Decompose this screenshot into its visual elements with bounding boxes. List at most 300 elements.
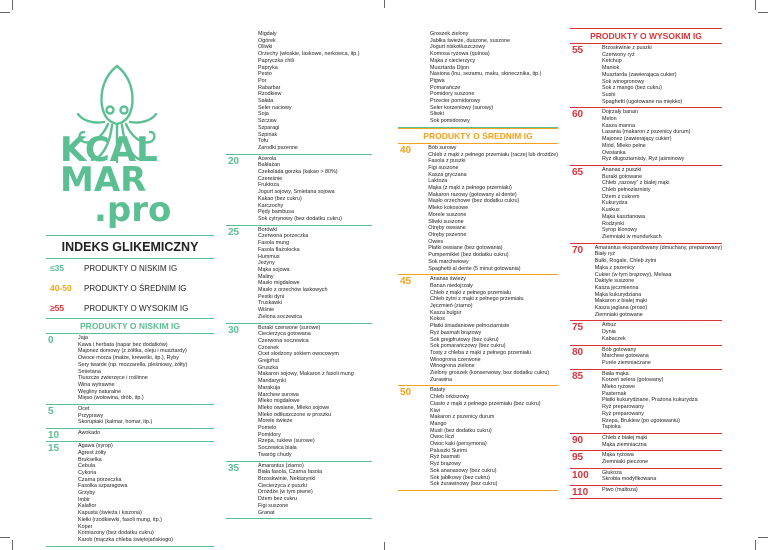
food-item: Hummus	[258, 253, 280, 260]
food-item: Biała mąka	[602, 370, 629, 377]
food-item: Ryż basmati brązowy	[430, 329, 482, 336]
food-item: Ogórek	[258, 37, 276, 44]
food-list	[78, 405, 214, 428]
food-item: Chleb z białej mąki	[602, 434, 648, 441]
ig-value: 20	[228, 155, 240, 167]
food-item: Buraki gotowane	[602, 173, 643, 180]
food-list	[602, 469, 722, 485]
food-item: Mleko migdałowe	[258, 398, 300, 405]
food-list	[602, 370, 722, 433]
food-item: Fasola z puszki	[428, 158, 466, 165]
food-item: Lasania (makaron z pszenicy durum)	[602, 129, 691, 136]
food-item: Ciasto z mąki z pełnego przemiału (bez cukru)	[430, 400, 541, 407]
food-item: Winogrona czerwone	[430, 356, 481, 363]
food-item: Mąka ziemniaczna	[602, 441, 647, 448]
food-item: Kapusta (świeża i kiszona)	[78, 510, 142, 517]
food-item: Maniok	[602, 65, 620, 72]
food-item: Bób surowy	[428, 144, 457, 151]
food-item: Mąka z ciecierzycy	[430, 57, 476, 64]
legend-row-low	[50, 258, 220, 278]
ig-group	[398, 144, 558, 275]
food-item: Śliwki suszone	[428, 218, 464, 225]
food-item: Por	[258, 77, 267, 84]
ig-group	[570, 451, 722, 468]
ig-value: 15	[48, 443, 60, 455]
food-item: Winogrona zielone	[430, 363, 475, 370]
food-item: Szpinak	[258, 131, 278, 138]
food-item: Karob (mączka chleba świętojańskiego)	[78, 536, 173, 543]
food-list	[602, 486, 722, 498]
food-item: Figi suszone	[258, 502, 289, 509]
food-item: Mąka ryżowa	[602, 452, 634, 459]
ig-group-list	[226, 30, 372, 519]
high-section-heading: PRODUKTY O WYSOKIM IG	[570, 28, 722, 44]
food-item: Czekolada gorzka (kakao > 80%)	[258, 169, 338, 176]
food-item: Owies	[428, 238, 444, 245]
food-item: Spaghetti (ugotowane na miękko)	[602, 98, 683, 105]
food-item: Ziemniaki w mundurkach	[602, 233, 662, 240]
brand-line-2: MAR	[60, 160, 147, 200]
food-item: Truskawki	[258, 300, 283, 307]
ig-value	[226, 30, 258, 154]
food-item: Zielona soczewica	[258, 313, 303, 320]
ig-value: 80	[572, 346, 584, 358]
food-item: Mąka (z mąki z pełnego przemiału)	[428, 185, 512, 192]
food-list	[430, 275, 558, 385]
legend-label: PRODUKTY O WYSOKIM IG	[84, 303, 189, 313]
ig-group	[226, 324, 372, 462]
food-list	[602, 321, 722, 344]
food-item: Granat	[258, 509, 275, 516]
food-item: Kabaczek	[602, 335, 626, 342]
food-item: Sok winogronowy	[602, 78, 645, 85]
food-item: Musli (bez dodatku cukru)	[430, 427, 492, 434]
food-item: Jabłka świeże, duszone, suszone	[430, 37, 511, 44]
food-item: Przyprawy	[78, 412, 104, 419]
food-item: Marakuja	[258, 384, 281, 391]
food-list	[78, 429, 214, 441]
brand-line-1: KCAL	[60, 130, 158, 170]
food-item: Tłuszcze zwierzęce i roślinne	[78, 375, 148, 382]
food-item: Makaron z białej mąki	[594, 298, 647, 305]
food-item: Pomidory	[258, 431, 281, 438]
ig-value: 35	[228, 462, 240, 474]
food-item: Masło migdałowe	[258, 280, 300, 287]
food-list	[258, 226, 372, 323]
food-item: Ryż brązowy	[430, 461, 461, 468]
ig-value: 85	[572, 370, 584, 382]
food-item: Czerwona soczewica	[258, 337, 309, 344]
food-item: Wina wytrawne	[78, 381, 115, 388]
food-item: Imbir	[78, 496, 90, 503]
food-item: Żurawina	[430, 376, 453, 383]
food-item: Mięso (wołowina, drób, itp.)	[78, 395, 144, 402]
food-item: Karczochy	[258, 202, 284, 209]
food-item: Glukoza	[602, 469, 622, 476]
crop-mark	[12, 540, 13, 550]
crop-mark	[384, 0, 385, 8]
food-list	[258, 155, 372, 225]
food-item: Mleko ryżowe	[602, 384, 635, 391]
food-item: Sok grejpfrutowy (bez cukru)	[430, 336, 499, 343]
food-item: Morele świeże	[258, 418, 293, 425]
food-item: Ocet słodzony sokiem owocowym	[258, 351, 339, 358]
food-item: Banan niedojrzały	[430, 282, 473, 289]
ig-group	[46, 429, 214, 442]
food-item: Sok pomidorowy	[430, 118, 470, 125]
food-item: Mąka z pszenicy	[594, 264, 635, 271]
food-item: Korzeń selera (gotowany)	[602, 377, 664, 384]
food-item: Brzoskwinie z puszki	[602, 45, 652, 51]
food-item: Tapioka	[602, 424, 621, 431]
food-item: Przecier pomidorowy	[430, 98, 481, 105]
food-item: Gruszka	[258, 364, 279, 371]
food-list	[430, 30, 558, 127]
food-item: Majonez (zawierający cukier)	[602, 136, 672, 143]
food-item: Zielony groszek (konserwowy, bez dodatku cukru)	[430, 370, 550, 377]
ig-group	[570, 44, 722, 108]
food-item: Kiwi	[430, 407, 440, 414]
food-item: Sery twarde (np. mozzarella, pleśniowy, żółty)	[78, 361, 188, 368]
ig-group	[226, 226, 372, 324]
food-item: Spaghetti al dente (5 minut gotowania)	[428, 265, 521, 272]
food-list	[258, 324, 372, 461]
food-item: Dżem z cukrem	[602, 193, 640, 200]
ig-value: 30	[228, 324, 240, 336]
food-item: Kalafior	[78, 503, 97, 510]
ig-value: 95	[572, 452, 584, 464]
food-item: Ciecierzyca gotowana	[258, 331, 311, 338]
ig-group	[46, 334, 214, 405]
food-item: Brzoskwinie, Nektarynki	[258, 476, 316, 482]
food-item: Kawa i herbata (napar bez dodatków)	[78, 341, 168, 348]
food-item: Ryż długoziarnisty, Ryż jaśminowy	[602, 156, 685, 163]
food-list	[602, 44, 722, 107]
ig-group-list	[398, 30, 558, 491]
legend-key: ≥55	[50, 303, 65, 313]
food-item: Purée ziemniaczane	[602, 359, 651, 366]
food-item: Koper	[78, 523, 93, 530]
food-item: Dojrzały banan	[602, 109, 638, 116]
ig-value: 25	[228, 226, 240, 238]
food-item: Sok jabłkowy (bez cukru)	[430, 474, 490, 481]
ig-value: 90	[572, 434, 584, 446]
food-item: Pomidory suszone	[430, 91, 475, 98]
food-item: Fruktoza	[258, 182, 279, 189]
food-item: Makaron razowy (gotowany al dente)	[428, 191, 517, 198]
ig-value: 40	[400, 144, 412, 156]
food-item: Miód, Mleko pełne	[602, 142, 646, 149]
food-item: Masło z orzechów laskowych	[258, 287, 328, 294]
food-item: Płatki śniadaniowe pełnoziarniste	[430, 323, 510, 330]
ig-group	[398, 386, 558, 491]
food-item: Czosnek	[258, 344, 279, 351]
food-list	[258, 30, 372, 154]
food-item: Dynia	[602, 329, 616, 336]
food-item: Nasiona (lnu, sezamu, maku, słonecznika, itp.)	[430, 71, 542, 78]
food-item: Mleko kokosowe	[428, 205, 469, 212]
food-item: Szparagi	[258, 124, 280, 131]
ig-group	[570, 346, 722, 370]
food-item: Daktyle suszone	[594, 278, 635, 285]
food-item: Rabarbar	[258, 84, 281, 91]
ig-group	[398, 30, 558, 128]
food-item: Pomarańcze	[430, 84, 461, 91]
food-item: Kasza manna	[602, 122, 635, 129]
food-item: Chleb z mąki z pełnego przemiału (raczej lub drożdże)	[428, 151, 558, 158]
ig-group-list	[46, 334, 214, 547]
ig-group	[570, 244, 722, 322]
column-low-1	[46, 318, 214, 547]
food-item: Makaron sojowy, Makaron z fasoli mung	[258, 371, 354, 378]
ig-group-list	[570, 44, 722, 499]
food-item: Sok pomarańczowy (bez cukru)	[430, 343, 506, 350]
food-item: Rzodkiew	[258, 91, 282, 98]
food-item: Musztarda Dijon	[430, 64, 469, 71]
food-item: Grejpfrut	[258, 358, 279, 365]
legend-key: 40-50	[50, 283, 72, 293]
ig-value: 110	[572, 487, 589, 499]
food-item: Kasza jaglana (proso)	[594, 305, 648, 312]
food-item: Sałata	[258, 98, 274, 105]
food-item: Czarna porzeczka	[78, 476, 122, 483]
food-item: Papryka	[258, 64, 278, 71]
food-item: Fasola mung	[258, 240, 290, 247]
legend-label: PRODUKTY O ŚREDNIM IG	[84, 283, 187, 293]
food-item: Groszek zielony	[430, 31, 469, 37]
food-item: Morele suszone	[428, 211, 467, 218]
food-item: Pigwa	[430, 77, 445, 84]
food-item: Figi suszone	[428, 164, 459, 171]
food-list	[595, 244, 722, 321]
food-item: Borówki	[258, 226, 278, 233]
food-item: Ketchup	[602, 58, 622, 65]
food-item: Ryż preparowany	[602, 410, 644, 417]
ig-value: 0	[48, 335, 54, 346]
ig-group	[570, 486, 722, 499]
food-item: Ziemniaki pieczone	[602, 459, 649, 466]
food-item: Śliwki	[430, 111, 444, 118]
column-low-2	[226, 30, 372, 519]
food-item: Jogurt niskotłuszczowy	[430, 44, 486, 51]
food-item: Arbuz	[602, 322, 617, 329]
food-item: Dżem bez cukru	[258, 496, 297, 503]
food-item: Pomelo	[258, 425, 277, 432]
food-item: Płatki kukurydziane, Prażona kukurydza	[602, 397, 698, 404]
crop-mark	[755, 540, 756, 550]
food-item: Bataty	[430, 387, 446, 394]
food-item: Zarodki pszenne	[258, 144, 298, 151]
food-item: Sok z mango (bez cukru)	[602, 85, 662, 92]
food-item: Marchew gotowana	[602, 353, 649, 360]
food-item: Soja	[258, 111, 269, 118]
food-item: Mandarynki	[258, 378, 286, 385]
food-item: Kuskus	[602, 207, 620, 214]
food-item: Otręby owsiane	[428, 225, 466, 232]
food-item: Brukselka	[78, 456, 102, 463]
brand-line-3: .pro	[94, 190, 172, 230]
food-item: Rzepa, rukiew (surowe)	[258, 438, 315, 445]
food-item: Migdały	[258, 31, 277, 37]
column-high	[570, 28, 722, 499]
food-item: Jeżyny	[258, 260, 275, 267]
legend-row-high	[50, 298, 220, 318]
food-item: Ciecierzyca z puszki	[258, 482, 307, 489]
food-item: Sok ananasowy (bez cukru)	[430, 467, 497, 474]
ig-group	[226, 30, 372, 155]
food-item: Ryż preparowany	[602, 404, 644, 411]
food-item: Seler korzeniowy (surowy)	[430, 104, 494, 111]
food-item: Bób gotowany	[602, 346, 637, 353]
food-item: Mąka sojowa	[258, 266, 290, 273]
ig-legend	[50, 258, 220, 318]
food-item: Ryż basmati	[430, 454, 460, 461]
legend-key: ≤35	[50, 263, 65, 273]
ig-group	[570, 166, 722, 244]
ig-group	[570, 108, 722, 166]
food-list	[602, 108, 722, 165]
food-item: Mąka kasztanowa	[602, 213, 646, 220]
food-item: Komosa ryżowa (quinoa)	[430, 51, 490, 58]
food-item: Fasolka szparagowa	[78, 483, 128, 490]
crop-mark	[758, 12, 768, 13]
mid-section-heading: PRODUKTY O ŚREDNIM IG	[398, 128, 558, 144]
food-item: Laktoza	[428, 178, 448, 185]
food-item: Sok cytrynowy (bez dodatku cukru)	[258, 215, 342, 222]
crop-mark	[12, 0, 13, 10]
food-item: Agawa (syrop)	[78, 443, 113, 450]
food-item: Chleb „razowy” z białej mąki	[602, 180, 670, 187]
food-item: Grzyby	[78, 490, 96, 497]
food-item: Mleko owsiane, Mleko sojowe	[258, 404, 330, 411]
food-list	[430, 386, 558, 490]
crop-mark	[384, 542, 385, 550]
food-item: Twaróg chudy	[258, 451, 292, 458]
ig-group	[398, 275, 558, 386]
food-item: Awokado	[78, 430, 101, 437]
low-section-heading: PRODUKTY O NISKIM IG	[46, 318, 214, 334]
food-item: Kasza bulgur	[430, 309, 462, 316]
food-item: Amarantus (ziarno)	[258, 462, 304, 469]
food-item: Pestki dyni	[258, 293, 285, 300]
food-item: Rodzynki	[602, 220, 625, 227]
crop-mark	[755, 0, 756, 10]
food-item: Kasza jęczmienna	[594, 284, 639, 291]
food-item: Węgliny naturalne	[78, 388, 122, 395]
food-item: Orzechy (włoskie, laskowe, nerkowca, itp.)	[258, 51, 360, 58]
food-item: Czereśnie	[258, 175, 283, 182]
crop-mark	[0, 12, 10, 13]
food-item: Musztarda (zawierająca cukier)	[602, 71, 677, 78]
ig-value: 60	[572, 109, 584, 121]
ig-value: 75	[572, 322, 584, 334]
food-item: Ananas świeży	[430, 276, 466, 283]
food-item: Chleb pełnoziarnisty	[602, 187, 651, 194]
food-item: Chleb z mąki z pełnego przemiału	[430, 289, 511, 296]
ig-value: 45	[400, 276, 412, 288]
food-item: Majonez domowy (z żółtka, oleju i musztardy)	[78, 348, 187, 355]
food-item: Paluszki Surimi	[430, 447, 467, 454]
food-item: Skorupiaki (kalmar, homar, itp.)	[78, 419, 153, 426]
food-item: Cykoria	[78, 469, 97, 476]
food-item: Masło orzechowe (bez dodatku cukru)	[428, 198, 520, 205]
food-list	[602, 451, 722, 467]
food-item: Jogurt sojowy, Śmietana sojowa	[258, 189, 335, 196]
food-item: Bułki, Rogale, Chleb żytni	[594, 258, 657, 265]
food-list	[602, 166, 722, 243]
ig-value	[398, 30, 430, 127]
ig-group	[226, 462, 372, 520]
ig-group	[46, 405, 214, 429]
food-item: Cukier (w tym brązowy), Melasa	[594, 271, 672, 278]
food-item: Sushi	[602, 91, 616, 98]
ig-value: 50	[400, 387, 412, 399]
food-list	[78, 334, 214, 404]
crop-mark	[758, 537, 768, 538]
food-item: Jaja	[78, 335, 88, 341]
food-item: Biała fasola, Czarna fasola	[258, 469, 323, 476]
ig-value: 65	[572, 166, 584, 178]
food-item: Tosty z chleba z mąki z pełnego przemiału	[430, 349, 531, 356]
ig-group	[570, 469, 722, 486]
food-item: Szczaw	[258, 118, 277, 125]
column-mid	[398, 30, 558, 491]
food-item: Korniszony (bez dodatku cukru)	[78, 530, 154, 537]
food-list	[428, 144, 558, 274]
ig-group	[570, 370, 722, 434]
food-item: Acerola	[258, 155, 277, 162]
ig-value: 10	[48, 430, 60, 442]
food-item: Kasza gryczana	[428, 171, 467, 178]
food-item: Owoc liczi	[430, 434, 455, 441]
food-item: Sok marchwiowy	[428, 258, 469, 265]
food-list	[258, 462, 372, 519]
crop-mark	[0, 537, 10, 538]
food-item: Mleko odtłuszczone w proszku	[258, 411, 332, 418]
food-item: Kokos	[430, 316, 445, 323]
legend-row-mid	[50, 278, 220, 298]
ig-group	[46, 442, 214, 547]
food-item: Bakłażan	[258, 162, 281, 169]
food-list	[78, 442, 214, 546]
food-item: Soczewica biała	[258, 445, 297, 452]
food-item: Owsianka	[602, 149, 626, 156]
food-item: Pędy bambusa	[258, 209, 294, 216]
page-title: INDEKS GLIKEMICZNY	[46, 235, 214, 259]
brand-wordmark	[60, 130, 172, 230]
food-item: Płatki owsiane (bez gotowania)	[428, 245, 503, 252]
food-item: Otręby pszenne	[428, 231, 467, 238]
food-item: Fasola flażolecka	[258, 246, 300, 253]
food-item: Chleb żytni z mąki z pełnego przemiału	[430, 296, 524, 303]
food-item: Skrobia modyfikowana	[602, 476, 657, 483]
food-item: Cebula	[78, 463, 96, 470]
food-item: Pumpernikiel (bez dodatku cukru)	[428, 252, 509, 259]
food-item: Agrest żółty	[78, 449, 107, 456]
food-item: Ananas z puszki	[602, 166, 642, 173]
food-item: Seler naciowy	[258, 104, 292, 111]
food-item: Wiśnie	[258, 307, 275, 314]
food-item: Czerwona porzeczka	[258, 233, 309, 240]
food-list	[602, 346, 722, 369]
food-item: Sok żurawinowy (bez cukru)	[430, 481, 498, 488]
food-item: Drożdże (w tym piwne)	[258, 489, 313, 496]
food-item: Piwo (maltoza)	[602, 487, 638, 494]
food-item: Ocet	[78, 406, 90, 413]
food-item: Śmietana	[78, 368, 101, 375]
food-item: Kukurydza	[602, 200, 628, 207]
legend-label: PRODUKTY O NISKIM IG	[84, 263, 178, 273]
